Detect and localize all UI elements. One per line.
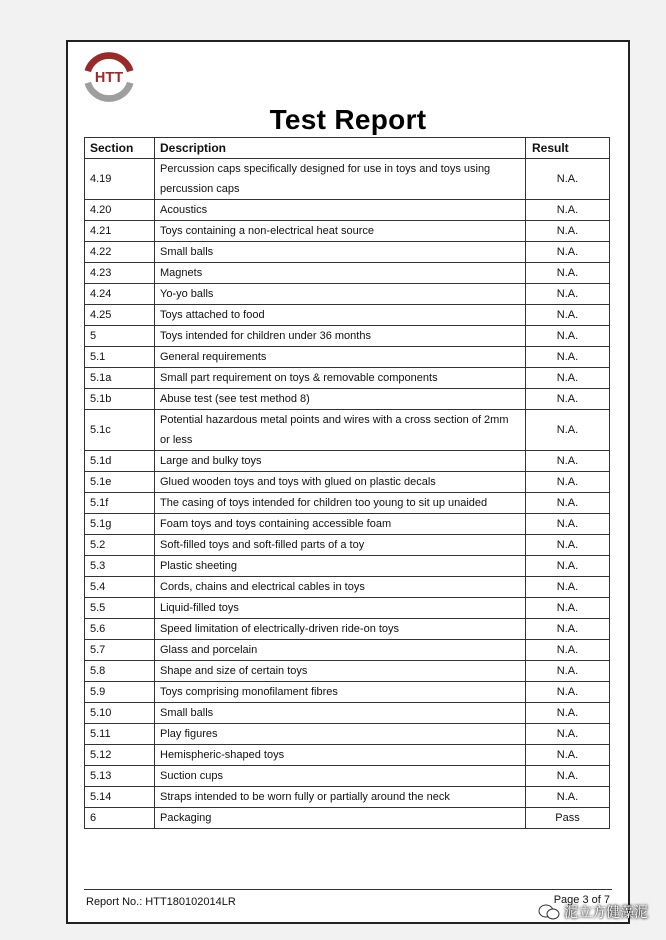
row-section: 5.14 (85, 787, 155, 808)
row-description: Acoustics (155, 200, 526, 221)
row-section: 5.12 (85, 745, 155, 766)
row-section: 5.1b (85, 389, 155, 410)
row-description: Shape and size of certain toys (155, 661, 526, 682)
row-description: Large and bulky toys (155, 451, 526, 472)
row-section: 5.3 (85, 556, 155, 577)
table-row (85, 451, 610, 472)
table-row (85, 577, 610, 598)
row-result: N.A. (526, 284, 610, 305)
row-section: 4.22 (85, 242, 155, 263)
row-description: Glued wooden toys and toys with glued on plastic decals (155, 472, 526, 493)
htt-logo (80, 48, 138, 106)
row-section: 5.6 (85, 619, 155, 640)
row-result: N.A. (526, 326, 610, 347)
table-row (85, 410, 610, 451)
row-section: 5.7 (85, 640, 155, 661)
table-row (85, 493, 610, 514)
row-description: Play figures (155, 724, 526, 745)
row-result: N.A. (526, 221, 610, 242)
row-section: 4.24 (85, 284, 155, 305)
row-result: N.A. (526, 535, 610, 556)
table-row (85, 745, 610, 766)
row-result: N.A. (526, 493, 610, 514)
row-description: General requirements (155, 347, 526, 368)
row-description: Liquid-filled toys (155, 598, 526, 619)
watermark-text: 泥立方健藻泥 (564, 904, 648, 920)
row-result: N.A. (526, 766, 610, 787)
report-number: Report No.: HTT180102014LR (86, 896, 236, 908)
table-row (85, 472, 610, 493)
row-result: N.A. (526, 703, 610, 724)
row-description: Cords, chains and electrical cables in toys (155, 577, 526, 598)
table-row (85, 284, 610, 305)
row-section: 5.9 (85, 682, 155, 703)
row-result: N.A. (526, 745, 610, 766)
row-description: Toys comprising monofilament fibres (155, 682, 526, 703)
row-description: Toys attached to food (155, 305, 526, 326)
row-result: N.A. (526, 787, 610, 808)
row-result: N.A. (526, 263, 610, 284)
row-description: Small balls (155, 242, 526, 263)
table-row (85, 389, 610, 410)
row-description: Soft-filled toys and soft-filled parts of a toy (155, 535, 526, 556)
row-section: 5.10 (85, 703, 155, 724)
row-section: 6 (85, 808, 155, 829)
row-description: Straps intended to be worn fully or partially around the neck (155, 787, 526, 808)
row-section: 5.1a (85, 368, 155, 389)
row-description: Abuse test (see test method 8) (155, 389, 526, 410)
row-section: 5.11 (85, 724, 155, 745)
row-section: 5.1e (85, 472, 155, 493)
row-section: 5.2 (85, 535, 155, 556)
row-description: Speed limitation of electrically-driven ride-on toys (155, 619, 526, 640)
row-result: N.A. (526, 410, 610, 451)
table-header-row (85, 138, 610, 159)
row-description: Plastic sheeting (155, 556, 526, 577)
row-result: N.A. (526, 347, 610, 368)
row-description: Magnets (155, 263, 526, 284)
row-section: 4.20 (85, 200, 155, 221)
row-result: N.A. (526, 451, 610, 472)
row-description: Glass and porcelain (155, 640, 526, 661)
results-table (84, 137, 610, 829)
row-description: Suction cups (155, 766, 526, 787)
table-row (85, 347, 610, 368)
row-section: 4.19 (85, 159, 155, 200)
table-row (85, 703, 610, 724)
row-section: 4.21 (85, 221, 155, 242)
row-result: N.A. (526, 242, 610, 263)
row-section: 5.1f (85, 493, 155, 514)
table-row (85, 619, 610, 640)
column-header-section: Section (85, 138, 155, 159)
page-number: Page 3 of 7 (553, 894, 610, 906)
row-result: N.A. (526, 577, 610, 598)
row-result: N.A. (526, 514, 610, 535)
row-result: N.A. (526, 472, 610, 493)
table-row (85, 200, 610, 221)
row-result: N.A. (526, 556, 610, 577)
row-description: Packaging (155, 808, 526, 829)
table-row (85, 326, 610, 347)
row-section: 5.1c (85, 410, 155, 451)
table-row (85, 514, 610, 535)
row-result: N.A. (526, 200, 610, 221)
row-description: Potential hazardous metal points and wires with a cross section of 2mm or less (155, 410, 526, 451)
row-description: Small part requirement on toys & removable components (155, 368, 526, 389)
table-row (85, 159, 610, 200)
table-row (85, 535, 610, 556)
row-section: 5.1g (85, 514, 155, 535)
row-section: 5 (85, 326, 155, 347)
row-description: Percussion caps specifically designed for use in toys and toys using percussion caps (155, 159, 526, 200)
wechat-icon (538, 903, 560, 921)
table-row (85, 598, 610, 619)
row-description: Toys containing a non-electrical heat source (155, 221, 526, 242)
row-description: Toys intended for children under 36 months (155, 326, 526, 347)
footer-divider (84, 889, 612, 890)
row-section: 4.25 (85, 305, 155, 326)
row-result: N.A. (526, 368, 610, 389)
column-header-description: Description (155, 138, 526, 159)
row-result: N.A. (526, 389, 610, 410)
table-row (85, 682, 610, 703)
report-page (66, 40, 630, 924)
row-description: Yo-yo balls (155, 284, 526, 305)
row-section: 4.23 (85, 263, 155, 284)
table-row (85, 305, 610, 326)
table-row (85, 766, 610, 787)
row-result: N.A. (526, 724, 610, 745)
row-description: Small balls (155, 703, 526, 724)
table-row (85, 661, 610, 682)
table-row (85, 640, 610, 661)
row-section: 5.1d (85, 451, 155, 472)
table-row (85, 724, 610, 745)
row-section: 5.5 (85, 598, 155, 619)
table-row (85, 263, 610, 284)
table-row (85, 556, 610, 577)
table-row (85, 808, 610, 829)
column-header-result: Result (526, 138, 610, 159)
table-row (85, 787, 610, 808)
table-row (85, 368, 610, 389)
row-section: 5.1 (85, 347, 155, 368)
row-section: 5.13 (85, 766, 155, 787)
page-title: Test Report (269, 104, 427, 135)
row-result: N.A. (526, 661, 610, 682)
row-description: Foam toys and toys containing accessible foam (155, 514, 526, 535)
table-row (85, 242, 610, 263)
row-result: Pass (526, 808, 610, 829)
table-row (85, 221, 610, 242)
watermark (538, 902, 648, 922)
row-result: N.A. (526, 619, 610, 640)
row-description: Hemispheric-shaped toys (155, 745, 526, 766)
row-section: 5.8 (85, 661, 155, 682)
row-description: The casing of toys intended for children too young to sit up unaided (155, 493, 526, 514)
row-section: 5.4 (85, 577, 155, 598)
row-result: N.A. (526, 640, 610, 661)
row-result: N.A. (526, 159, 610, 200)
row-result: N.A. (526, 598, 610, 619)
logo-text: HTT (94, 69, 124, 86)
row-result: N.A. (526, 682, 610, 703)
row-result: N.A. (526, 305, 610, 326)
